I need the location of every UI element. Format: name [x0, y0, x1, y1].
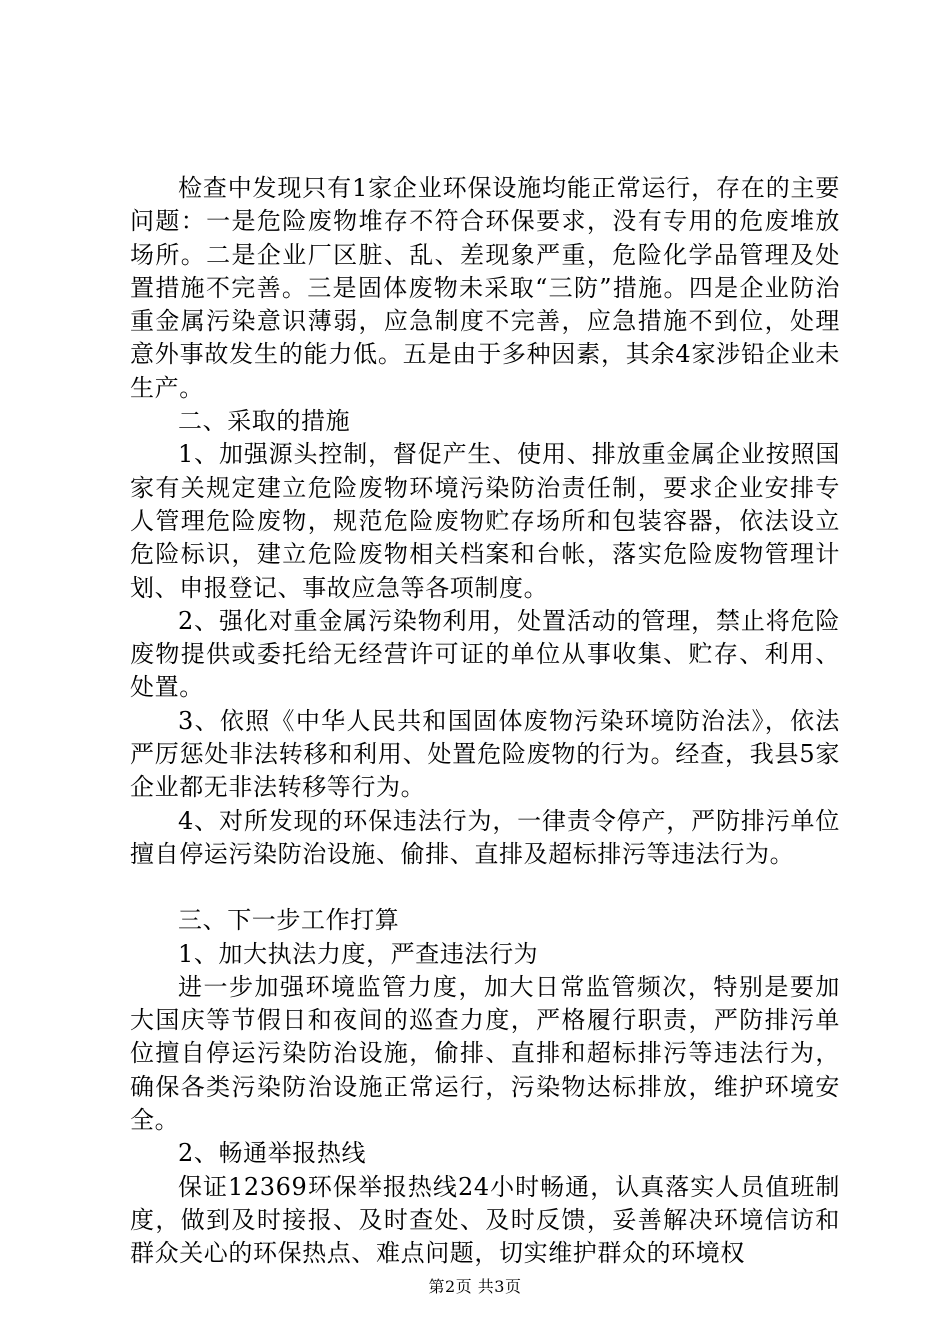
paragraph-hotline: 保证12369环保举报热线24小时畅通，认真落实人员值班制度，做到及时接报、及时查处、及时反馈，妥善解决环境信访和群众关心的环保热点、难点问题，切实维护群众的环境权: [130, 1172, 840, 1268]
heading-measures-taken: 二、采取的措施: [178, 407, 351, 436]
paragraph-measure-4: 4、对所发现的环保违法行为，一律责令停产，严防排污单位擅自停运污染防治设施、偷排、直排及超标排污等违法行为。: [130, 806, 840, 868]
paragraph-measure-1: 1、加强源头控制，督促产生、使用、排放重金属企业按照国家有关规定建立危险废物环境污染防治责任制，要求企业安排专人管理危险废物，规范危险废物贮存场所和包装容器，依法设立危险标识，建立危险废物相关档案和台帐，落实危险废物管理计划、申报登记、事故应急等各项制度。: [130, 440, 840, 602]
subheading-enforcement: 1、加大执法力度，严查违法行为: [178, 939, 539, 968]
paragraph-inspection-findings: 检查中发现只有1家企业环保设施均能正常运行，存在的主要问题：一是危险废物堆存不符合环保要求，没有专用的危废堆放场所。二是企业厂区脏、乱、差现象严重，危险化学品管理及处置措施不完善。三是固体废物未采取“三防”措施。四是企业防治重金属污染意识薄弱，应急制度不完善，应急措施不到位，处理意外事故发生的能力低。五是由于多种因素，其余4家涉铅企业未生产。: [130, 174, 840, 402]
paragraph-enforcement: 进一步加强环境监管力度，加大日常监管频次，特别是要加大国庆等节假日和夜间的巡查力度，严格履行职责，严防排污单位擅自停运污染防治设施，偷排、直排和超标排污等违法行为，确保各类污染防治设施正常运行，污染物达标排放，维护环境安全。: [130, 972, 840, 1135]
paragraph-spacer: [130, 871, 840, 904]
subheading-hotline: 2、畅通举报热线: [178, 1139, 367, 1168]
paragraph-measure-3: 3、依照《中华人民共和国固体废物污染环境防治法》，依法严厉惩处非法转移和利用、处置危险废物的行为。经查，我县5家企业都无非法转移等行为。: [130, 706, 840, 802]
document-body: [130, 172, 840, 1271]
paragraph-measure-2: 2、强化对重金属污染物利用，处置活动的管理，禁止将危险废物提供或委托给无经营许可证的单位从事收集、贮存、利用、处置。: [130, 606, 840, 702]
page-footer: 第2页 共3页: [428, 1277, 522, 1296]
heading-next-steps: 三、下一步工作打算: [178, 906, 400, 935]
